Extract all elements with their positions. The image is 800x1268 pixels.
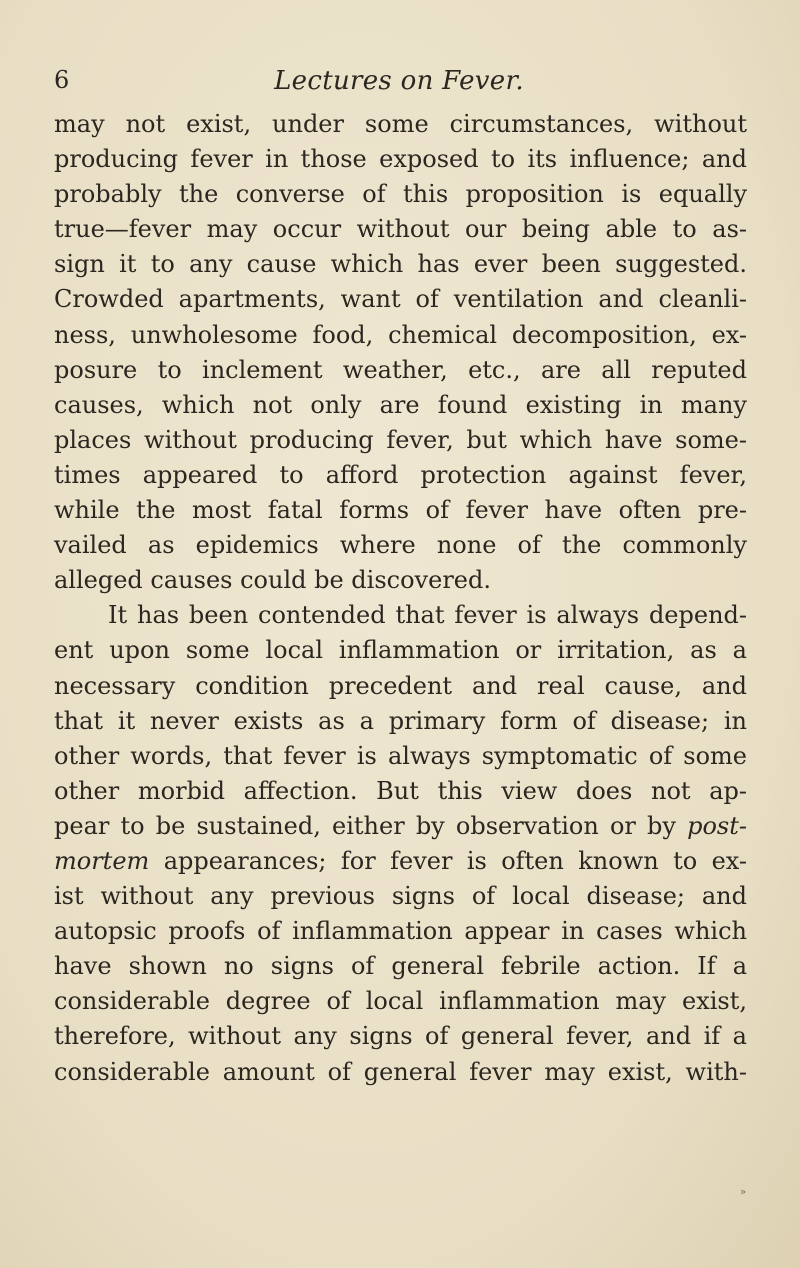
running-title: Lectures on Fever.	[274, 66, 524, 96]
body-text	[54, 107, 747, 1090]
text-line: may not exist, under some circumstances, without	[54, 110, 747, 138]
text-line: therefore, without any signs of general fever, and if a	[54, 1022, 747, 1051]
text-run: appearances; for fever is often known to ex-	[149, 846, 747, 875]
text-line: times appeared to afford protection against fever,	[54, 460, 747, 489]
text-line: have shown no signs of general febrile action. If a	[54, 952, 747, 981]
text-line: places without producing fever, but which have some-	[54, 425, 747, 454]
text-line: ent upon some local inflammation or irritation, as a	[54, 636, 747, 665]
text-line: sign it to any cause which has ever been suggested.	[54, 250, 747, 279]
text-line: considerable amount of general fever may exist, with-	[54, 1057, 747, 1086]
italic-text-run: post-	[687, 811, 747, 840]
text-line: producing fever in those exposed to its influence; and	[54, 145, 747, 174]
text-line-paragraph-end: alleged causes could be discovered.	[54, 566, 491, 595]
stray-print-mark: »	[740, 1187, 747, 1198]
text-line: vailed as epidemics where none of the commonly	[54, 531, 747, 560]
page-number: 6	[54, 66, 70, 94]
text-line: ness, unwholesome food, chemical decomposition, ex-	[54, 320, 747, 349]
text-line: ist without any previous signs of local disease; and	[54, 882, 747, 911]
text-line: causes, which not only are found existing in many	[54, 390, 747, 419]
text-line: probably the converse of this proposition is equally	[54, 180, 747, 209]
text-line: considerable degree of local inflammation may exist,	[54, 987, 747, 1016]
page-header	[54, 66, 744, 106]
text-line: while the most fatal forms of fever have often pre-	[54, 496, 747, 525]
text-line: necessary condition precedent and real cause, and	[54, 671, 747, 700]
text-line: posure to inclement weather, etc., are all reputed	[54, 355, 747, 384]
text-line	[54, 844, 747, 879]
text-line: true—fever may occur without our being able to as-	[54, 215, 747, 244]
text-line: that it never exists as a primary form of disease; in	[54, 706, 747, 735]
text-line: other words, that fever is always symptomatic of some	[54, 741, 747, 770]
text-line: other morbid affection. But this view does not ap-	[54, 776, 747, 805]
text-line-paragraph-start: It has been contended that fever is always depend-	[108, 601, 747, 630]
text-run: pear to be sustained, either by observation or by	[54, 811, 688, 840]
text-line	[54, 809, 747, 844]
text-line: Crowded apartments, want of ventilation and cleanli-	[54, 285, 747, 314]
italic-text-run: mortem	[54, 846, 150, 875]
text-line: autopsic proofs of inflammation appear in cases which	[54, 917, 747, 946]
